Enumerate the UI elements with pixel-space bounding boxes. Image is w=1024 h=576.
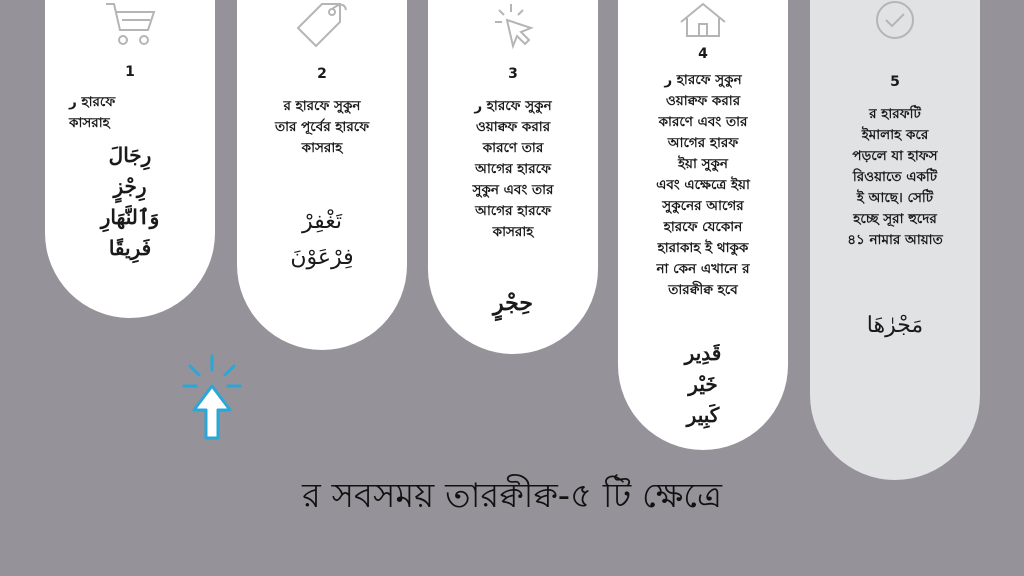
step-description: ر হারফে সুকুন ওয়াক্বফ করার কারণে এবং তার আগের হারফ ইয়া সুকুন এবং এক্ষেত্রে ইয়া সুকুনের আগের হারফে যেকোন হারাকাহ ই থাকুক না কেন এখানে র তারক্বীক্ব হবে bbox=[656, 72, 750, 298]
cursor-click-icon bbox=[428, 0, 598, 50]
example-word: فَرِيقًا bbox=[108, 236, 152, 260]
example-word: فِرْعَوْنَ bbox=[290, 245, 354, 270]
card-1 bbox=[45, 0, 215, 318]
example-word: قَدِير bbox=[684, 341, 722, 365]
step-number: 3 bbox=[508, 66, 518, 82]
house-icon bbox=[618, 0, 788, 50]
example-list bbox=[618, 338, 788, 431]
card-2 bbox=[237, 0, 407, 350]
step-number: 5 bbox=[890, 74, 900, 90]
card-3 bbox=[428, 0, 598, 354]
step-description: ر হারফে সুকুন ওয়াক্বফ করার কারণে তার আগের হারফে সুকুন এবং তার আগের হারফে কাসরাহ bbox=[472, 98, 554, 240]
card-5 bbox=[810, 0, 980, 480]
step-number: 4 bbox=[698, 46, 708, 62]
price-tag-icon bbox=[237, 0, 407, 50]
example-list bbox=[45, 140, 215, 264]
step-description: র হারফটি ইমালাহ করে পড়লে যা হাফস রিওয়াতে একটি ই আছে। সেটি হচ্ছে সূরা হুদের ৪১ নামার আয়াত bbox=[847, 106, 943, 248]
example-word: خَيْر bbox=[688, 372, 718, 396]
example-list bbox=[810, 310, 980, 341]
example-word: مَجْرٰهَا bbox=[866, 313, 924, 338]
example-word: حِجْرٍ bbox=[493, 290, 533, 316]
example-list bbox=[237, 204, 407, 276]
example-word: رِجَالَ bbox=[108, 143, 152, 167]
page-title: র সবসময় তারক্বীক্ব-৫ টি ক্ষেত্রে bbox=[302, 476, 722, 516]
step-number: 2 bbox=[317, 66, 327, 82]
step-number: 1 bbox=[125, 64, 135, 80]
shopping-cart-icon bbox=[45, 0, 215, 50]
example-word: كَبِير bbox=[686, 403, 720, 427]
example-word: رِجْزٍ bbox=[113, 174, 147, 198]
click-cursor-icon bbox=[180, 352, 244, 446]
card-4 bbox=[618, 0, 788, 450]
example-word: وَٱلنَّهَارِ bbox=[100, 205, 160, 229]
step-description: র হারফে সুকুন তার পূর্বের হারফে কাসরাহ bbox=[274, 98, 370, 156]
example-word: تَغْفِرْ bbox=[301, 209, 342, 234]
check-circle-icon bbox=[810, 0, 980, 50]
example-list bbox=[428, 288, 598, 319]
step-description: ر হারফে কাসরাহ bbox=[69, 94, 116, 131]
